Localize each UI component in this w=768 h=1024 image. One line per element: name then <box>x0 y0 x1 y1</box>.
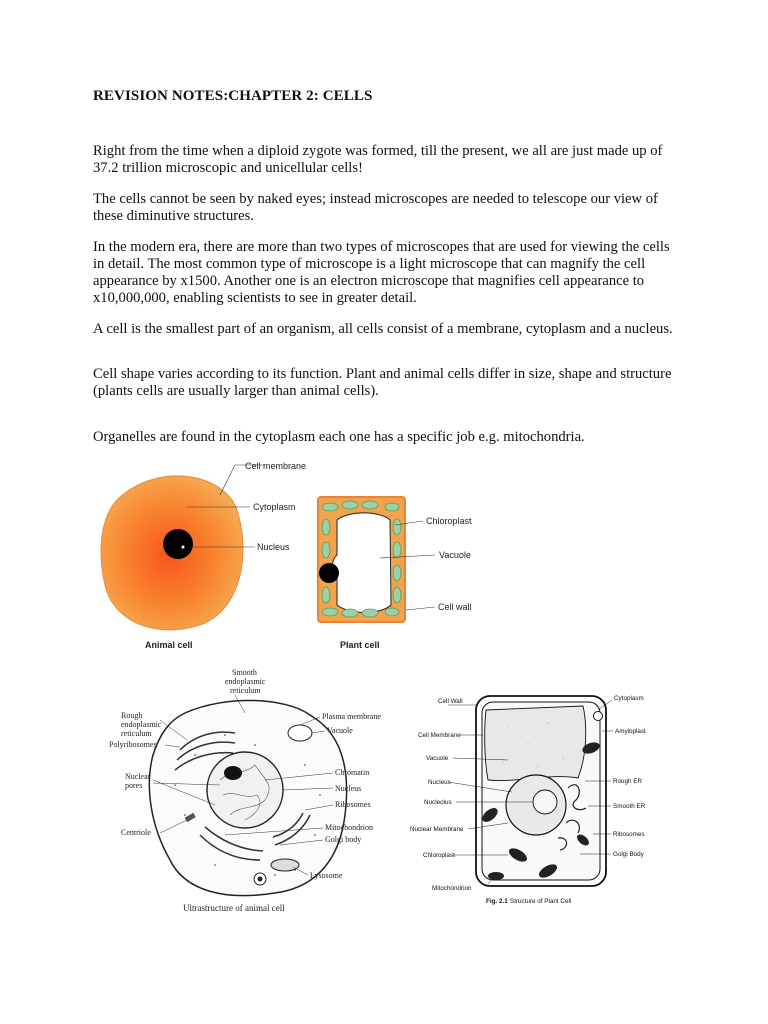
label-cytoplasm: Cytoplasm <box>253 502 296 512</box>
label-cell-wall-plant: Cell Wall <box>438 698 463 705</box>
paragraph-cell-shape: Cell shape varies according to its function. Plant and animal cells differ in size, shape and structure (plants cells are usually larger than animal cells). <box>93 366 672 399</box>
label-nucleus: Nucleus <box>257 542 290 552</box>
label-nuclear-membrane-plant: Nuclear Membrane <box>410 826 464 833</box>
label-nucleolus-plant: Nucleolus <box>424 799 452 806</box>
paragraph-intro: Right from the time when a diploid zygote was formed, till the present, we all are just made up of 37.2 trillion microscopic and unicellular cells! <box>93 143 663 176</box>
animal-cell-ultrastructure-figure <box>105 665 395 915</box>
animal-plant-cell-figure <box>95 455 485 655</box>
label-rough-er-3: reticulum <box>121 729 152 738</box>
label-smooth-er-plant: Smooth ER <box>613 803 646 810</box>
label-mitochondrion-ultra: Mitochondrion <box>325 823 373 832</box>
label-chloroplast-plant: Chloroplast <box>423 852 455 859</box>
label-centriole: Centriole <box>121 828 151 837</box>
label-plasma-membrane: Plasma membrane <box>322 712 381 721</box>
label-mitochondrion-plant: Mitochondrion <box>432 885 472 892</box>
animal-nucleus <box>163 529 193 559</box>
label-nucleus-ultra: Nucleus <box>335 784 362 793</box>
label-animal-cell: Animal cell <box>145 640 193 650</box>
ultrastructure-nucleolus <box>224 766 242 780</box>
label-vacuole-plant: Vacuole <box>426 755 449 762</box>
caption-plant-structure: Structure of Plant Cell <box>510 898 572 905</box>
label-vacuole-ultra: Vacuole <box>327 726 353 735</box>
label-golgi-body-plant: Golgi Body <box>613 851 644 858</box>
label-golgi-body-ultra: Golgi body <box>325 835 362 844</box>
label-nuclear-pores-2: pores <box>125 781 143 790</box>
label-cytoplasm-plant: Cytoplasm <box>614 695 644 702</box>
plant-cell-structure-figure <box>408 688 658 910</box>
label-amyloplast-plant: Amyloplast <box>615 728 646 735</box>
paragraph-cell-definition: A cell is the smallest part of an organism, all cells consist of a membrane, cytoplasm and a nucleus. <box>93 321 673 337</box>
paragraph-organelles: Organelles are found in the cytoplasm each one has a specific job e.g. mitochondria. <box>93 429 585 445</box>
label-nucleus-plant: Nucleus <box>428 779 451 786</box>
caption-fig-number: Fig. 2.1 <box>486 898 508 905</box>
label-smooth-er-2: endoplasmic <box>225 677 266 686</box>
label-rough-er-plant: Rough ER <box>613 778 643 785</box>
label-vacuole: Vacuole <box>439 550 471 560</box>
page-title: REVISION NOTES:CHAPTER 2: CELLS <box>93 88 373 104</box>
caption-ultrastructure: Ultrastructure of animal cell <box>183 903 285 913</box>
label-polyribosomes: Polyribosomes <box>109 740 157 749</box>
label-smooth-er-3: reticulum <box>230 686 261 695</box>
plant-cell <box>318 497 405 622</box>
label-nuclear-pores-1: Nuclear <box>125 772 151 781</box>
ultrastructure-nucleus <box>207 752 283 828</box>
plant-nucleus <box>319 563 339 583</box>
label-rough-er-2: endoplasmic <box>121 720 162 729</box>
plant-central-vacuole <box>485 706 586 781</box>
label-ribosomes-plant: Ribosomes <box>613 831 645 838</box>
label-lysosome: Lysosome <box>310 871 343 880</box>
label-smooth-er-1: Smooth <box>232 668 257 677</box>
label-rough-er-1: Rough <box>121 711 143 720</box>
label-chromatin: Chromatin <box>335 768 370 777</box>
paragraph-naked-eye: The cells cannot be seen by naked eyes; instead microscopes are needed to telescope our view of these diminutive structures. <box>93 191 658 224</box>
label-chloroplast: Chloroplast <box>426 516 472 526</box>
label-ribosomes-ultra: Ribosomes <box>335 800 371 809</box>
label-plant-cell: Plant cell <box>340 640 380 650</box>
paragraph-microscopes: In the modern era, there are more than two types of microscopes that are used for viewing the cells in detail. The most common type of microscope is a light microscope that can magnify the cell appearance by x1500. Another one is an electron microscope that magnifies cell appearance to x10,000,000, enabling scientists to see in greater detail. <box>93 239 670 306</box>
plant-nucleolus <box>533 790 557 814</box>
label-cell-membrane-plant: Cell Membrane <box>418 732 461 739</box>
label-cell-wall: Cell wall <box>438 602 472 612</box>
label-cell-membrane: Cell membrane <box>245 461 307 471</box>
